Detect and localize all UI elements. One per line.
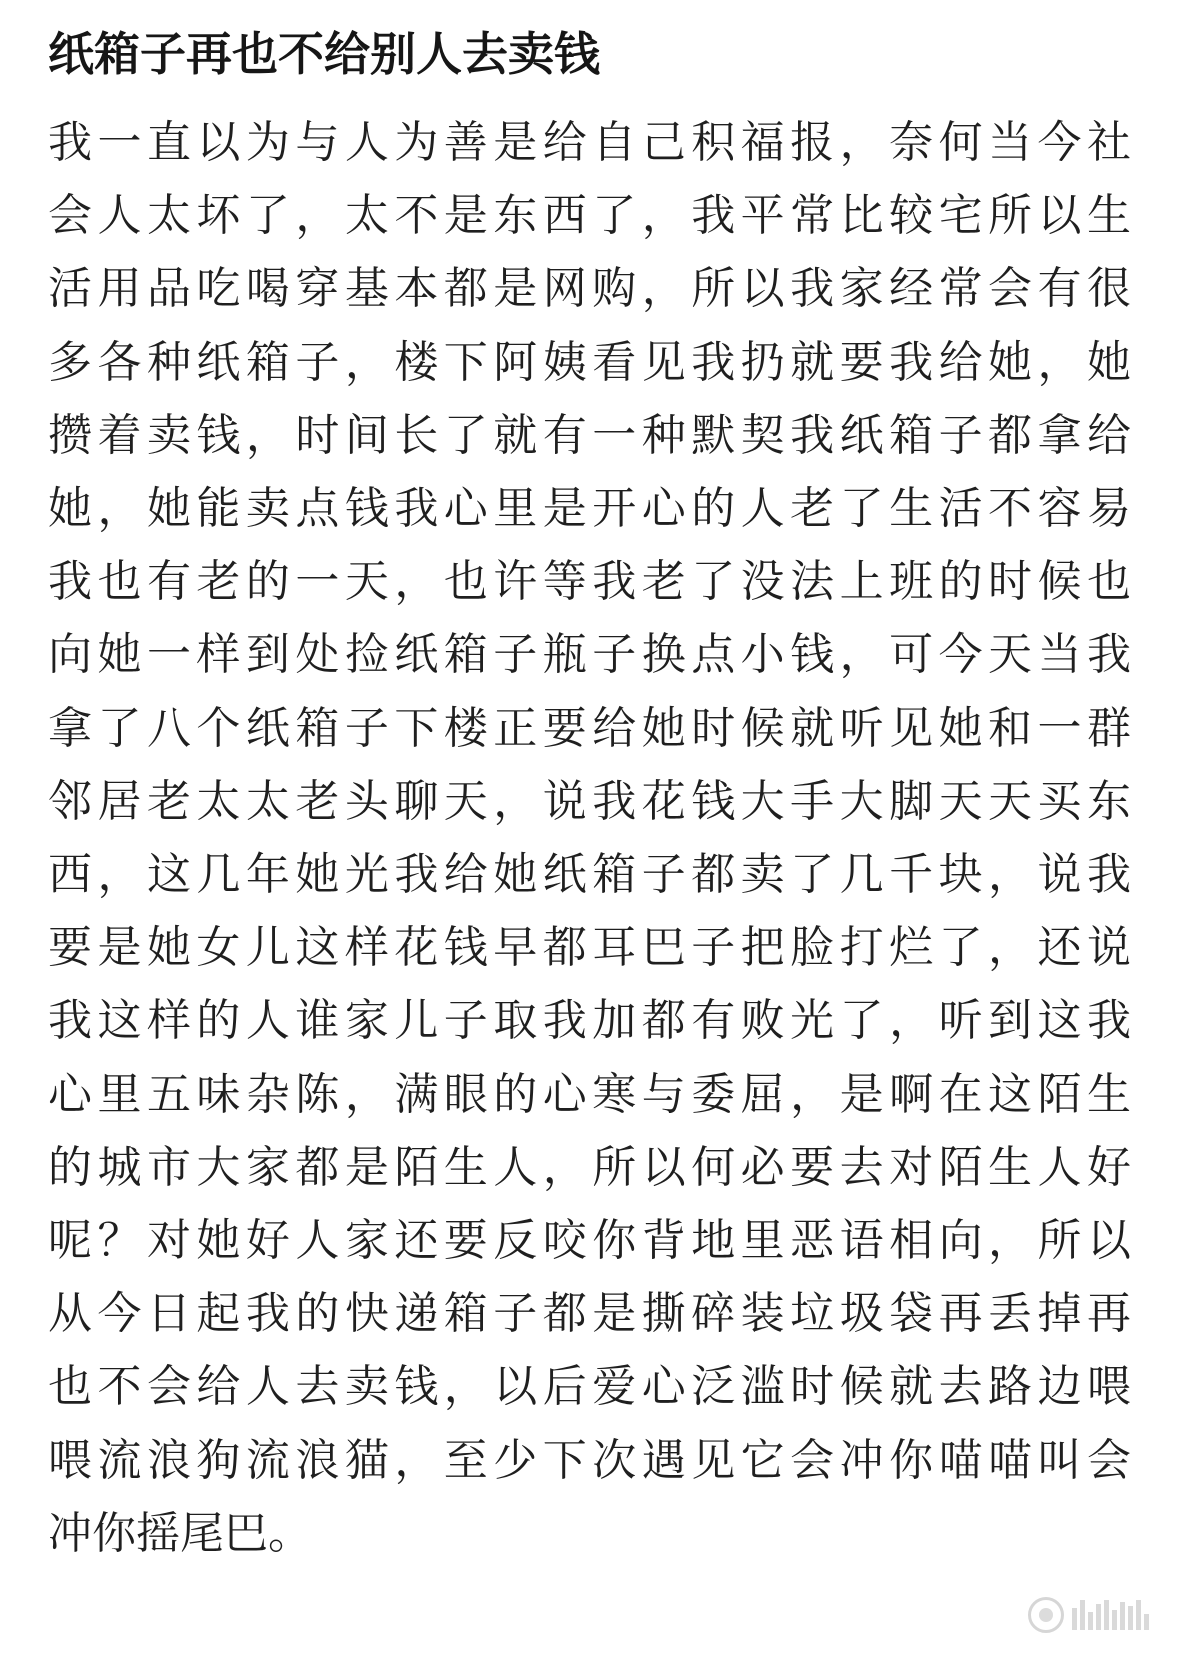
post-line: 要是她女儿这样花钱早都耳巴子把脸打烂了，还说 xyxy=(48,922,1131,974)
post-line: 她，她能卖点钱我心里是开心的人老了生活不容易 xyxy=(48,483,1131,535)
post-line: 从今日起我的快递箱子都是撕碎装垃圾袋再丢掉再 xyxy=(48,1288,1131,1340)
post-body xyxy=(48,106,1131,1570)
post-line: 拿了八个纸箱子下楼正要给她时候就听见她和一群 xyxy=(48,702,1131,754)
post-line: 向她一样到处捡纸箱子瓶子换点小钱，可今天当我 xyxy=(48,629,1131,681)
watermark xyxy=(1028,1597,1149,1633)
post-line: 我一直以为与人为善是给自己积福报，奈何当今社 xyxy=(48,117,1131,168)
post-line: 我也有老的一天，也许等我老了没法上班的时候也 xyxy=(48,556,1131,608)
post-line: 西，这几年她光我给她纸箱子都卖了几千块，说我 xyxy=(48,849,1131,901)
post-line: 会人太坏了，太不是东西了，我平常比较宅所以生 xyxy=(48,190,1131,242)
post-line: 多各种纸箱子，楼下阿姨看见我扔就要我给她，她 xyxy=(48,336,1131,388)
post-line: 喂流浪狗流浪猫，至少下次遇见它会冲你喵喵叫会 xyxy=(48,1434,1131,1486)
post xyxy=(48,22,1131,1570)
post-line: 的城市大家都是陌生人，所以何必要去对陌生人好 xyxy=(48,1141,1131,1193)
post-line: 心里五味杂陈，满眼的心寒与委屈，是啊在这陌生 xyxy=(48,1068,1131,1120)
post-line: 我这样的人谁家儿子取我加都有败光了，听到这我 xyxy=(48,995,1131,1047)
post-line: 冲你摇尾巴。 xyxy=(48,1507,312,1559)
post-line: 活用品吃喝穿基本都是网购，所以我家经常会有很 xyxy=(48,263,1131,315)
weibo-logo-icon xyxy=(1028,1597,1064,1633)
post-title: 纸箱子再也不给别人去卖钱 xyxy=(48,27,600,81)
post-line: 也不会给人去卖钱，以后爱心泛滥时候就去路边喂 xyxy=(48,1361,1131,1413)
post-line: 呢？对她好人家还要反咬你背地里恶语相向，所以 xyxy=(48,1215,1131,1267)
post-line: 邻居老太太老头聊天，说我花钱大手大脚天天买东 xyxy=(48,775,1131,827)
watermark-barcode-icon xyxy=(1072,1600,1149,1630)
post-line: 攒着卖钱，时间长了就有一种默契我纸箱子都拿给 xyxy=(48,409,1131,461)
